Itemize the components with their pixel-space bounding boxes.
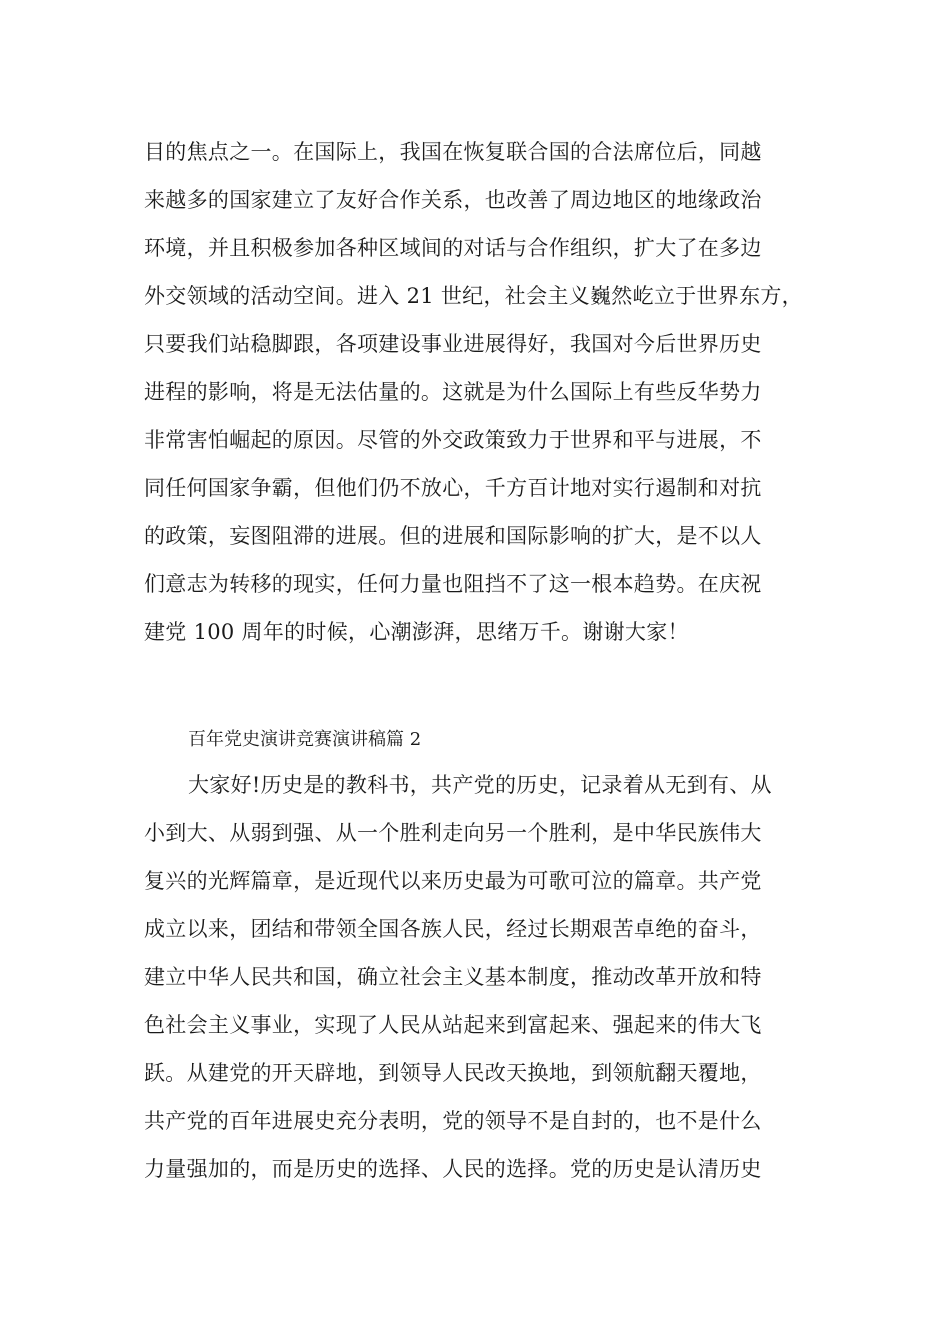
paragraph-line: 复兴的光辉篇章，是近现代以来历史最为可歌可泣的篇章。共产党 <box>144 869 762 893</box>
paragraph-line: 同任何国家争霸，但他们仍不放心，千方百计地对实行遏制和对抗 <box>144 476 762 500</box>
paragraph-line: 共产党的百年进展史充分表明，党的领导不是自封的，也不是什么 <box>144 1109 762 1133</box>
paragraph-line: 只要我们站稳脚跟，各项建设事业进展得好，我国对今后世界历史 <box>144 332 762 356</box>
paragraph-line: 力量强加的，而是历史的选择、人民的选择。党的历史是认清历史 <box>144 1157 762 1181</box>
paragraph-line: 的政策，妄图阻滞的进展。但的进展和国际影响的扩大，是不以人 <box>144 524 762 548</box>
paragraph-line: 跃。从建党的开天辟地，到领导人民改天换地，到领航翻天覆地， <box>144 1061 762 1085</box>
paragraph-line: 进程的影响，将是无法估量的。这就是为什么国际上有些反华势力 <box>144 380 762 404</box>
paragraph-line: 外交领域的活动空间。进入 21 世纪，社会主义巍然屹立于世界东方， <box>144 284 803 308</box>
paragraph-line: 目的焦点之一。在国际上，我国在恢复联合国的合法席位后，同越 <box>144 140 762 164</box>
paragraph-line: 大家好!历史是的教科书，共产党的历史，记录着从无到有、从 <box>188 773 772 797</box>
paragraph-line: 非常害怕崛起的原因。尽管的外交政策致力于世界和平与进展，不 <box>144 428 762 452</box>
paragraph-line: 小到大、从弱到强、从一个胜利走向另一个胜利，是中华民族伟大 <box>144 821 762 845</box>
paragraph-line: 来越多的国家建立了友好合作关系，也改善了周边地区的地缘政治 <box>144 188 762 212</box>
paragraph-line: 色社会主义事业，实现了人民从站起来到富起来、强起来的伟大飞 <box>144 1013 762 1037</box>
paragraph-line: 环境，并且积极参加各种区域间的对话与合作组织，扩大了在多边 <box>144 236 762 260</box>
paragraph-line: 们意志为转移的现实，任何力量也阻挡不了这一根本趋势。在庆祝 <box>144 572 762 596</box>
paragraph-line: 建立中华人民共和国，确立社会主义基本制度，推动改革开放和特 <box>144 965 762 989</box>
section-heading: 百年党史演讲竞赛演讲稿篇 2 <box>188 729 422 750</box>
paragraph-line: 建党 100 周年的时候，心潮澎湃，思绪万千。谢谢大家！ <box>144 620 689 644</box>
paragraph-line: 成立以来，团结和带领全国各族人民，经过长期艰苦卓绝的奋斗， <box>144 917 762 941</box>
